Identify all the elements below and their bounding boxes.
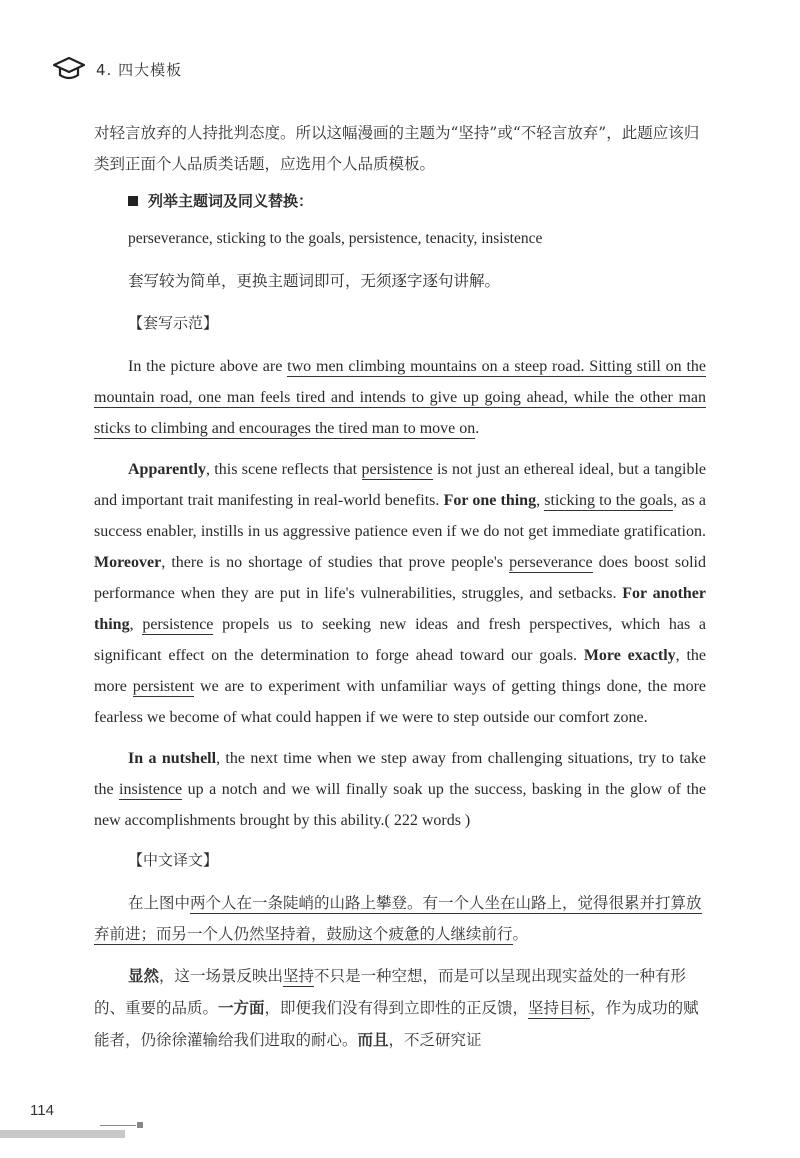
bold-connector: For another thing	[94, 585, 706, 633]
text-run: .	[475, 420, 480, 437]
translation-label: 【中文译文】	[128, 851, 219, 869]
text-run: , as a success enabler, instills in us aggressive patience even if we do not get immediate gratification.	[94, 492, 707, 540]
text-run: , there is no shortage of studies that prove people's	[161, 554, 510, 571]
intro-paragraph: 对轻言放弃的人持批判态度。所以这幅漫画的主题为“坚持”或“不轻言放弃”，此题应该归类到正面个人品质类话题，应选用个人品质模板。	[94, 124, 700, 173]
underlined-phrase: 两个人在一条陡峭的山路上攀登。有一个人坐在山路上，觉得很累并打算放弃前进；而另一个人仍然坚持着，鼓励这个疲惫的人继续前行	[94, 894, 702, 943]
bold-connector: More exactly	[583, 647, 676, 664]
underlined-term: persistence	[142, 616, 214, 633]
english-paragraph-1	[94, 351, 706, 444]
bullet-square-icon	[128, 196, 138, 206]
bold-connector: 一方面	[218, 998, 265, 1017]
text-run: does boost solid performance when they are put in life's vulnerabilities, struggles, and setbacks.	[94, 554, 706, 602]
page-content	[94, 118, 706, 1066]
text-run: 在上图中	[128, 894, 191, 912]
text-run: 不只是一种空想，而是可以呈现出现实益处的一种有形的、重要的品质。	[94, 967, 687, 1017]
underlined-phrase: two men climbing mountains on a steep road. Sitting still on the mountain road, one man feels tired and intends to give up going ahead, while the other man sticks to climbing and encourages the tired man to move on	[94, 358, 707, 437]
word-count: ( 222 words )	[384, 812, 471, 829]
text-run: ，不乏研究证	[388, 1031, 482, 1049]
underlined-term: insistence	[119, 781, 183, 798]
text-run: up a notch and we will finally soak up the success, basking in the glow of the new accomplishments brought by this ability.	[94, 781, 707, 829]
english-paragraph-3	[94, 743, 706, 836]
page-header	[52, 54, 182, 84]
text-run: ，这一场景反映出	[159, 967, 284, 985]
text-run: In the picture above are	[128, 358, 288, 375]
bold-connector: In a nutshell	[128, 750, 217, 767]
bold-connector: Apparently	[128, 461, 206, 478]
chinese-paragraph-2	[94, 960, 706, 1056]
text-run: , this scene reflects that	[205, 461, 362, 478]
sample-label: 【套写示范】	[128, 314, 219, 332]
footer-square-icon	[137, 1122, 143, 1128]
graduation-cap-icon	[52, 56, 86, 82]
english-paragraph-2	[94, 454, 706, 733]
underlined-term: persistent	[132, 678, 195, 695]
bold-connector: 显然	[128, 966, 160, 985]
underlined-term: persistence	[361, 461, 433, 478]
text-run: propels us to seeking new ideas and fresh perspectives, which has a significant effect on the determination to forge ahead toward our goals.	[94, 616, 707, 664]
text-run: , the more	[94, 647, 707, 695]
text-run: is not just an ethereal ideal, but a tangible and important trait manifesting in real-world benefits.	[94, 461, 707, 509]
section-heading	[128, 190, 706, 211]
bold-connector: 而且	[357, 1030, 389, 1049]
underlined-term: 坚持目标	[528, 999, 591, 1017]
text-run: ,	[129, 616, 143, 633]
text-run: , the next time when we step away from challenging situations, try to take the	[94, 750, 706, 798]
rewrite-note: 套写较为简单，更换主题词即可，无须逐字逐句讲解。	[128, 272, 501, 290]
text-run: we are to experiment with unfamiliar ways of getting things done, the more fearless we become of what could happen if we were to step outside our comfort zone.	[94, 678, 706, 726]
footer-rule	[100, 1125, 136, 1126]
text-run: ，即便我们没有得到立即性的正反馈，	[264, 999, 529, 1017]
underlined-term: sticking to the goals	[544, 492, 674, 509]
chapter-title: 4. 四大模板	[96, 60, 183, 79]
text-run: 。	[512, 925, 529, 943]
page-number: 114	[30, 1102, 54, 1119]
bold-connector: For one thing	[443, 492, 537, 509]
chinese-paragraph-1	[94, 888, 706, 950]
section-heading-text: 列举主题词及同义替换：	[148, 192, 314, 210]
synonym-terms: perseverance, sticking to the goals, persistence, tenacity, insistence	[128, 230, 543, 247]
text-run: ，作为成功的赋能者，仍徐徐灌输给我们进取的耐心。	[94, 999, 699, 1049]
bold-connector: Moreover	[94, 554, 162, 571]
text-run: ,	[536, 492, 545, 509]
footer-bar	[0, 1130, 125, 1138]
underlined-term: 坚持	[283, 967, 315, 985]
underlined-term: perseverance	[509, 554, 593, 571]
